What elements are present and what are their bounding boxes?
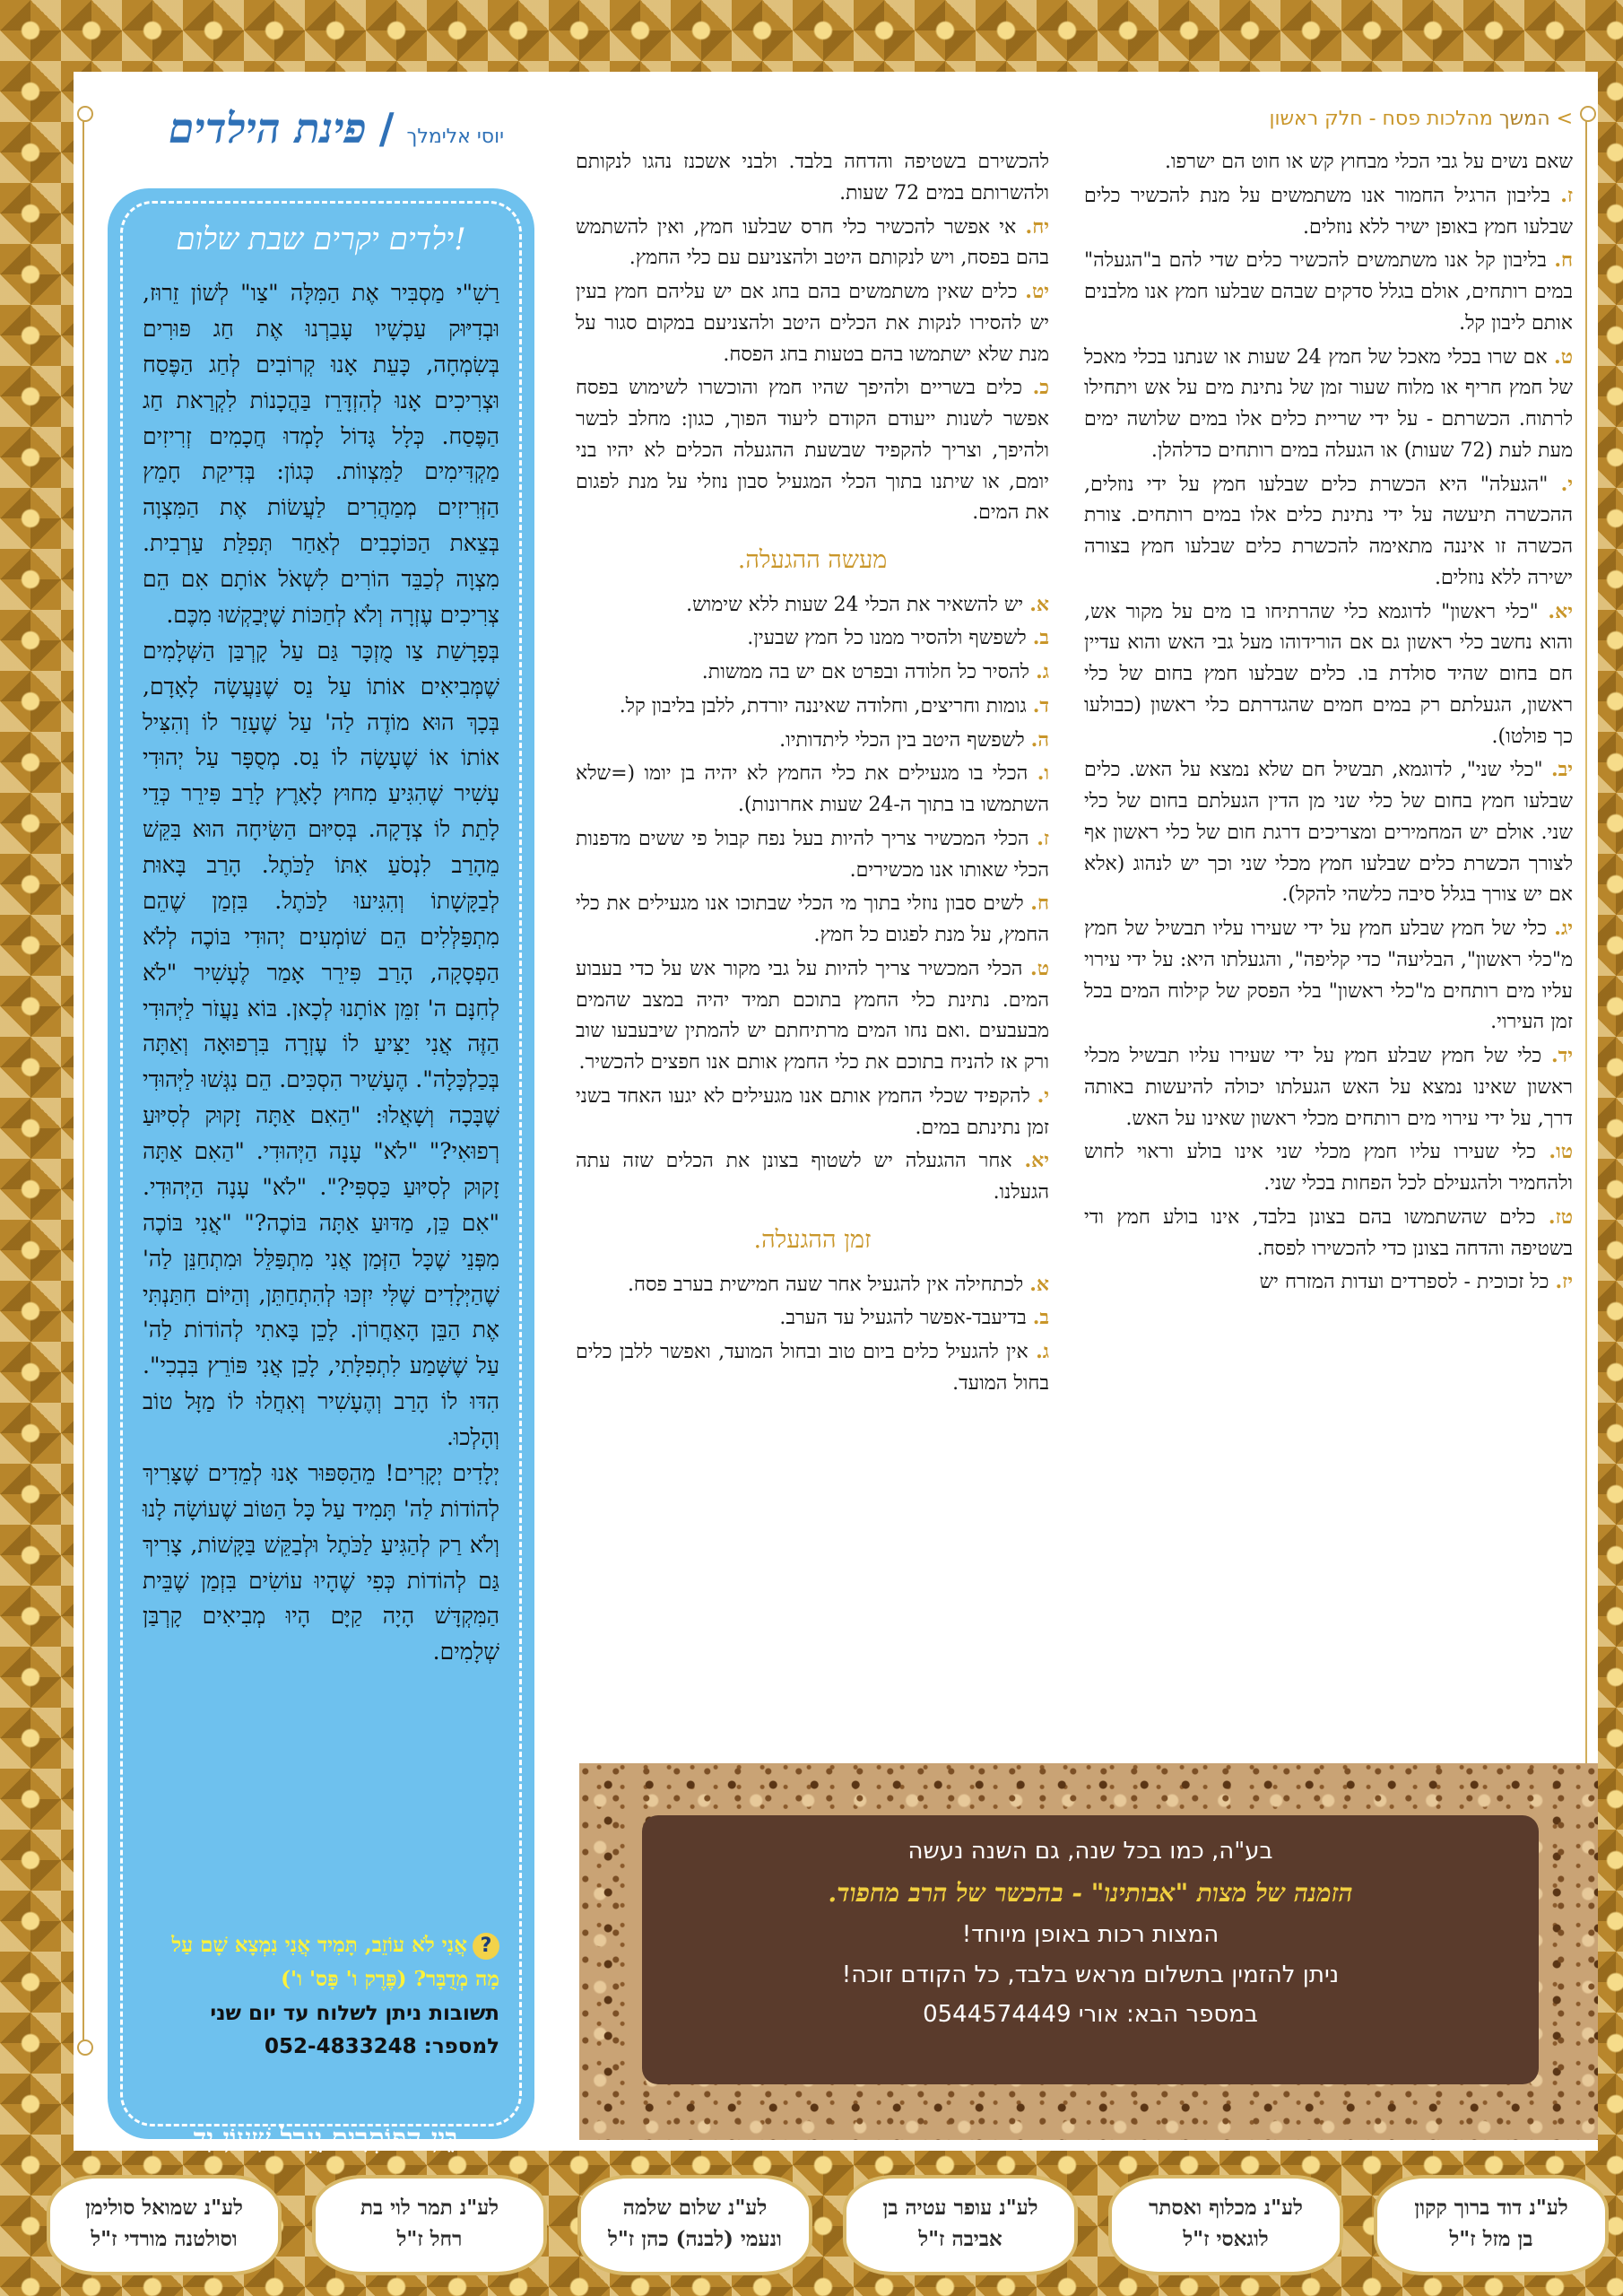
paragraph-text: בליבון הרגיל החמור אנו משתמשים על מנת להכשיר כלים שבלעו חמץ באופן ישיר ללא נוזלים.: [1084, 184, 1573, 239]
paragraph-text: כלים שהשתמשו בהם בצונן בלבד, אינו בולע חמץ ודי בשטיפה והדחה בצונן כדי להכשירו לפסח.: [1084, 1205, 1573, 1260]
memorial-plaque: [577, 2175, 812, 2275]
memorial-plaque: [1374, 2175, 1609, 2275]
kids-corner-title: פינת הילדים: [168, 104, 367, 152]
paragraph-label: כ.: [1032, 376, 1049, 400]
article-paragraph: [576, 691, 1049, 723]
paragraph-text: להכשירם בשטיפה והדחה בלבד. ולבני אשכנז נהגו לנקותם ולהשרותם במים 72 שעות.: [576, 151, 1049, 204]
paragraph-label: ט.: [1554, 344, 1573, 369]
memorial-dedications-row: [0, 2166, 1623, 2287]
paragraph-text: כל זכוכית - לספרדים ועדות המזרח יש: [1259, 1271, 1549, 1294]
left-border-rule: [82, 118, 84, 2043]
paragraph-label: ז.: [1037, 826, 1049, 850]
right-border-rule: [1585, 118, 1587, 2043]
paragraph-label: ו.: [1037, 761, 1050, 786]
paragraph-label: יט.: [1025, 280, 1049, 303]
kids-dashed-frame: [120, 201, 522, 2154]
article-paragraph: [1084, 245, 1573, 339]
middle-article-column: [576, 147, 1049, 1402]
article-paragraph: [1084, 180, 1573, 244]
ad-line-5-phone: במספר הבא: אורי 0544574449: [923, 2001, 1258, 2029]
paragraph-label: יג.: [1554, 917, 1573, 940]
newsletter-page: [74, 72, 1598, 2154]
article-paragraph: [576, 725, 1049, 757]
breadcrumb-continued: המשך: [1498, 108, 1550, 130]
article-paragraph: [576, 953, 1049, 1079]
kids-paragraph: בְּפָרָשַׁת צַו מֻזְכָּר גַּם עַל קָרְבַּן הַשְּׁלָמִים שֶׁמְּבִיאִים אוֹתוֹ עַל נֵס שֶׁנַּעֲשָׂה לָאָדָם, בְּכָךְ הוּא מוֹדֶה לַה' עַל שֶׁעָזַר לוֹ וְהִצִּיל אוֹתוֹ אוֹ שֶׁעָשָׂה לוֹ נֵס. מְסֻפָּר עַל יְהוּדִי עָשִׁיר שֶׁהִגִּיעַ מִחוּץ לָאָרֶץ לָרַב פִּירֵר כְּדֵי לָתֵת לוֹ צְדָקָה. בְּסִיּוּם הַשִּׂיחָה הוּא בִּקֵּשׁ מֵהָרַב לִנְסֹעַ אִתּוֹ לַכֹּתֶל. הָרַב בָּאוּת לְבַקָּשָׁתוֹ וְהִגִּיעוּ לַכֹּתֶל. בִּזְמַן שֶׁהֵם מִתְפַּלְּלִים הֵם שׁוֹמְעִים יְהוּדִי בּוֹכֶה לְלֹא הַפְסָקָה, הָרַב פִּירֵר אָמַר לֶעָשִׁיר "לֹא לְחִנָּם ה' זִמֵּן אוֹתָנוּ לְכָאן. בּוֹא נַעֲזֹר לַיְּהוּדִי הַזֶּה אֲנִי יַצִּיעַ לוֹ עֶזְרָה בִּרְפוּאָה וְאַתָּה בְּכַלְכָּלָה". הֶעָשִׁיר הִסְכִּים. הֵם נִגְּשׁוּ לַיְּהוּדִי שֶׁבָּכָה וְשָׁאֲלוּ: "הַאִם אַתָּה זָקוּק לְסִיּוּעַ רְפוּאִי?" "לֹא" עָנָה הַיְּהוּדִי. "הַאִם אַתָּה זָקוּק לְסִיּוּעַ כַּסְפִּי?". "לֹא" עָנָה הַיְּהוּדִי. "אִם כֵּן, מַדּוּעַ אַתָּה בּוֹכֶה?" "אֲנִי בּוֹכֶה מִפְּנֵי שֶׁכָּל הַזְּמַן אֲנִי מִתְפַּלֵּל וּמִתְחַנֵּן לַה' שֶׁהַיְּלָדִים שֶׁלִּי יִזְכּוּ לְהִתְחַתֵּן, וְהַיּוֹם חִתַּנְתִּי אֶת הַבֵּן הָאַחֲרוֹן. לָכֵן בָּאתִי לְהוֹדוֹת לַה' עַל שֶׁשָּׁמַע לִתְפִלָּתִי, לָכֵן אֲנִי פּוֹרֵץ בִּבְכִי". הִדּוּ לוֹ הָרַב וְהֶעָשִׁיר וְאִחֲלוּ לוֹ מַזָּל טוֹב וְהָלְכוּ.: [143, 637, 499, 1450]
paragraph-text: לשים סבון נוזלי בתוך מי הכלי שבתוכו אנו מגעילים את כלי החמץ, על מנת לפגום כל חמץ.: [576, 892, 1049, 947]
memorial-plaque: [1108, 2175, 1343, 2275]
article-paragraph: [576, 1302, 1049, 1335]
paragraph-text: בדיעבד-אפשר להגעיל עד הערב.: [779, 1307, 1027, 1330]
paragraph-label: יח.: [1025, 214, 1049, 239]
article-paragraph: [1084, 596, 1573, 753]
article-paragraph: [1084, 342, 1573, 467]
article-paragraph: [576, 657, 1049, 689]
paragraph-text: לשפשף ולהסיר ממנו כל חמץ שבעין.: [747, 627, 1027, 650]
paragraph-text: כלי שעירו עליו חמץ מכלי שני אינו בולע וראוי לחוש ולהחמיר ולהגעילם לכל הפחות בכלי שני.: [1084, 1141, 1573, 1195]
paragraph-label: ח.: [1030, 891, 1049, 916]
article-paragraph: [1084, 469, 1573, 595]
kids-prize-note: בֵּין הַפּוֹתְרִים יֻגְרַל שָׁעוֹן יָד.: [184, 2123, 458, 2154]
article-paragraph: [576, 758, 1049, 822]
paragraph-text: כלים בשריים ולהיפך שהיו חמץ והוכשרו לשימוש בפסח אפשר לשנות ייעודם הקודם ליעוד הפוך, כגון: מחלב לבשר ולהיפך, וצריך להקפיד שבשעת ההגעלה הכלים לא יהיו בני יומם, או שיתנו בתוך הכלי המגעיל סבון נוזלי על מנת לפגום את המים.: [576, 377, 1049, 525]
kids-answers-phone: למספר: 052-4833248: [265, 2034, 499, 2058]
paragraph-label: ז.: [1560, 183, 1573, 207]
memorial-plaque: [47, 2175, 282, 2275]
section-heading-koshering-process: מעשה ההגעלה.: [737, 546, 888, 574]
kids-paragraph: רַשִׁ"י מַסְבִּיר אֶת הַמִּלָּה "צַו" לְשׁוֹן זֵרוּז, וּבְדִיּוּק עַכְשָׁיו עָבַרְנוּ אֶת חַג פּוּרִים בְּשִׂמְחָה, כָּעֵת אָנוּ קְרוֹבִים לְחַג הַפֶּסַח וּצְרִיכִים אָנוּ לְהִזְדָּרֵז בַּהֲכָנוֹת לִקְרַאת חַג הַפֶּסַח. כְּלָל גָּדוֹל לָמְדוּ חֲכָמִים זְרִיזִים מַקְדִּימִים לַמִּצְווֹת. כְּגוֹן: בְּדִיקַת חָמֵץ הַזְּרִיזִים מְמַהֲרִים לַעֲשׂוֹת אֶת הַמִּצְוָה בְּצֵאת הַכּוֹכָבִים לְאַחַר תְּפִלַּת עַרְבִית. מִצְוָה לְכַבֵּד הוֹרִים לִשְׁאֹל אוֹתָם אִם הֵם צְרִיכִים עֶזְרָה וְלֹא לְחַכּוֹת שֶׁיְּבַקְשׁוּ מִכֶּם.: [143, 280, 499, 628]
paragraph-text: הכלי המכשיר צריך להיות בעל נפח קבול פי ששים מדפנות הכלי שאותו אנו מכשירים.: [576, 827, 1049, 882]
memorial-line-1: לע"נ תמר לוי בת: [360, 2196, 499, 2220]
breadcrumb-title: מהלכות פסח - חלק ראשון: [1269, 108, 1493, 130]
ad-line-4: ניתן להזמין בתשלום מראש בלבד, כל הקודם זוכה!: [841, 1961, 1340, 1988]
article-paragraph: [576, 212, 1049, 275]
paragraph-text: אחר ההגעלה יש לשטוף בצונן את הכלים שזה עתה הגעלנו.: [576, 1150, 1049, 1205]
paragraph-label: ב.: [1032, 1306, 1049, 1330]
kids-story-text: [143, 275, 499, 1670]
memorial-line-1: לע"נ שלום שלמה: [622, 2196, 768, 2220]
article-paragraph: [576, 1081, 1049, 1144]
paragraph-label: ד.: [1032, 693, 1049, 718]
memorial-line-1: לע"נ עופר עטיה בן: [882, 2196, 1038, 2220]
paragraph-text: להסיר כל חלודה ובפרט אם יש בה ממשות.: [701, 661, 1030, 684]
article-paragraph: [576, 147, 1049, 210]
paragraph-label: א.: [1029, 1272, 1049, 1296]
question-mark-icon: ?: [473, 1933, 499, 1960]
kids-answers-deadline: תשובות ניתן לשלוח עד יום שני: [210, 2001, 499, 2025]
paragraph-label: ג.: [1036, 660, 1049, 684]
paragraph-text: כלים שאין משתמשים בהם בחג אם יש עליהם חמץ בעין יש להסירו לנקות את הכלים היטב ולהצניעם במקום סגור על מנת שלא ישתמשו בהם בטעות בחג הפסח.: [576, 281, 1049, 366]
kids-paragraph: יְלָדִים יְקָרִים! מֵהַסִּפּוּר אָנוּ לְמֵדִים שֶׁצָּרִיךְ לְהוֹדוֹת לַה' תָּמִיד עַל כָּל הַטּוֹב שֶׁעוֹשָׂה לָנוּ וְלֹא רַק לְהַגִּיעַ לַכֹּתֶל וּלְבַקֵּשׁ בַּקָּשׁוֹת, צָרִיךְ גַּם לְהוֹדוֹת כְּפִי שֶׁהָיוּ עוֹשִׂים בִּזְמַן שֶׁבֵּית הַמִּקְדָּשׁ הָיָה קַיָּם הָיוּ מְבִיאִים קָרְבַּן שְׁלָמִים.: [143, 1459, 499, 1665]
memorial-line-2: לוגאסי ז"ל: [1183, 2226, 1269, 2251]
paragraph-label: י.: [1037, 1083, 1050, 1108]
paragraph-text: הכלי בו מגעילים את כלי החמץ לא יהיה בן יומו (=שלא השתמשו בו בתוך ה-24 שעות אחרונות).: [576, 762, 1049, 817]
article-paragraph: [1084, 1040, 1573, 1135]
paragraph-text: יש להשאיר את הכלי 24 שעות ללא שימוש.: [686, 593, 1024, 616]
ad-line-1: בע"ה, כמו בכל שנה, גם השנה נעשה: [907, 1838, 1273, 1865]
paragraph-label: יב.: [1550, 758, 1573, 782]
paragraph-label: ה.: [1030, 727, 1049, 752]
article-paragraph: [1084, 1136, 1573, 1200]
ad-text-plate: [642, 1815, 1539, 2084]
paragraph-text: אי אפשר להכשיר כלי חרס שבלעו חמץ, ואין להשתמש בהם בפסח, ויש לנקותם היטב ולהצניעם עם כלי החמץ.: [576, 215, 1049, 270]
koshering-steps-list: [576, 589, 1049, 1209]
paragraph-label: טז.: [1548, 1205, 1573, 1229]
article-paragraph: [1084, 1266, 1573, 1299]
paragraph-text: "כלי ראשון" לדוגמא כלי שהרתיחו בו מים על מקור אש, והוא נחשב כלי ראשון גם אם הורידוהו מעל גבי האש והוא עדיין חם בחום שהיד סולדת בו. כלים שבלעו חמץ בחום של כלי ראשון, הגעלתם רק במים חמים שהגדרתם כלי ראשון (כבולעו כך פולטו).: [1084, 600, 1573, 748]
matzah-advertisement: [579, 1763, 1598, 2140]
article-paragraph: [576, 1269, 1049, 1301]
paragraph-label: א.: [1029, 592, 1049, 616]
paragraph-text: גומות וחריצים, וחלודה שאיננה יורדת, ללבן בליבון קל.: [619, 694, 1027, 718]
paragraph-label: יד.: [1550, 1044, 1573, 1067]
memorial-line-2: רחל ז"ל: [396, 2226, 463, 2251]
kids-corner-header: [109, 104, 504, 152]
middle-top-paragraphs: [576, 147, 1049, 529]
paragraph-text: להקפיד שכלי החמץ אותם אנו מגעילים לא יגעו האחד בשני זמן נתינתם במים.: [576, 1084, 1049, 1139]
paragraph-label: יא.: [1024, 1149, 1049, 1173]
paragraph-label: יז.: [1555, 1270, 1573, 1294]
paragraph-text: לכתחילה אין להגעיל אחר שעה חמישית בערב פסח.: [627, 1273, 1024, 1296]
memorial-line-2: בן מזל ז"ל: [1449, 2226, 1533, 2251]
breadcrumb-arrow: >: [1556, 108, 1573, 130]
paragraph-label: ט.: [1030, 956, 1049, 980]
article-paragraph: [576, 372, 1049, 529]
paragraph-label: טו.: [1549, 1140, 1573, 1164]
paragraph-text: "כלי שני", לדוגמא, תבשיל חם שלא נמצא על האש. כלים שבלעו חמץ בחום של כלי שני מן הדין הגעלתם בחום של כלי שני. אולם יש המחמירים ומצריכים דרגת חום של כלי ראשון אף לצורך הכשרת כלים שבלעו חמץ מכלי שני וכך יש לנהוג (אלא אם יש צורך בגלל סיבה כלשהי להקל).: [1084, 759, 1573, 907]
paragraph-label: ב.: [1032, 626, 1049, 650]
article-paragraph: [1084, 913, 1573, 1039]
paragraph-text: שאם נשים על גבי הכלי מבחוץ קש או חוט הם ישרפו.: [1164, 151, 1573, 173]
article-paragraph: [576, 622, 1049, 655]
breadcrumb: [1196, 108, 1573, 130]
kids-riddle: [143, 1928, 499, 2064]
paragraph-text: אין להגעיל כלים ביום טוב ובחול המועד, ואפשר ללבן כלים בחול המועד.: [576, 1341, 1049, 1395]
memorial-line-2: ונעמי (לבנה) כהן ז"ל: [608, 2226, 782, 2251]
article-paragraph: [576, 1336, 1049, 1400]
memorial-line-2: וסולטנה מורדי ז"ל: [91, 2226, 238, 2251]
paragraph-label: ג.: [1036, 1340, 1049, 1364]
memorial-line-2: אביבה ז"ל: [918, 2226, 1002, 2251]
ad-line-3: המצות רכות באופן מיוחד!: [961, 1920, 1219, 1948]
paragraph-text: "הגעלה" היא הכשרת כלים שבלעו חמץ על ידי נוזלים, ההכשרה תיעשה על ידי נתינת כלים אלו במים רותחים. צורת הכשרה זו איננה מתאימה להכשרת כלים שבלעו חמץ בצורה ישירה ללא נוזלים.: [1084, 473, 1573, 589]
memorial-line-1: לע"נ מכלוף ואסתר: [1149, 2196, 1303, 2220]
koshering-time-list: [576, 1269, 1049, 1400]
article-paragraph: [576, 888, 1049, 952]
article-paragraph: [576, 589, 1049, 622]
kids-title-divider: /: [378, 104, 395, 152]
article-paragraph: [576, 823, 1049, 887]
paragraph-label: ח.: [1554, 248, 1573, 273]
paragraph-text: כלי של חמץ שבלע חמץ על ידי שעירו עליו תבשיל של חמץ מ"כלי ראשון", הבליעה" כדי קליפה", והגעלתו היא: על ידי עירוי עליו מים רותחים מ"כלי ראשון" בלי הפסק של קילוח המים בכל זמן העירוי.: [1084, 918, 1573, 1034]
paragraph-label: י.: [1560, 472, 1574, 496]
paragraph-text: לשפשף היטב בין הכלי ליתדותיו.: [779, 728, 1025, 752]
right-article-column: [1084, 147, 1573, 1300]
ad-line-2-highlight: הזמנה של מצות "אבותינו" - בהכשר של הרב מחפוד.: [828, 1877, 1353, 1908]
kids-greeting: ילדים יקרים שבת שלום!: [176, 222, 466, 257]
article-paragraph: [576, 1145, 1049, 1209]
paragraph-text: אם שרו בכלי מאכל של חמץ 24 שעות או שנתנו בכלי מאכל של חמץ חריף או מלוח שעור זמן של נתינת מים על אש ויתחילו לרתוח. הכשרתם - על ידי שריית כלים אלו במים שלושה ימים מעת לעת (72 שעות) או הגעלה במים רותחים כדלהלן.: [1084, 345, 1573, 462]
memorial-plaque: [843, 2175, 1078, 2275]
paragraph-text: הכלי המכשיר צריך להיות על גבי מקור אש על כדי בעבוע המים. נתינת כלי החמץ בתוכם תמיד יהיה במצב שהמים מבעבעים .ואם נחו המים מרתיחתם יש להמתין שיבעבעו שוב ורק אז להניח בתוכם את כלי החמץ אותם אנו חפצים להכשיר.: [576, 957, 1049, 1074]
article-paragraph: [576, 276, 1049, 370]
kids-corner-box: [108, 188, 534, 2154]
article-paragraph: [1084, 147, 1573, 178]
kids-riddle-question: אֲנִי לֹא עוֹזֵב, תָּמִיד אֲנִי נִמְצָא שָׁם עַל מָה מְדֻבָּר? (פֶּרֶק ו' פָּס' ו'): [171, 1933, 499, 1992]
paragraph-text: בליבון קל אנו משתמשים להכשיר כלים שדי להם ב"הגעלה" במים רותחים, אולם בגלל סדקים שבהם שבלעו חמץ אנו מלבנים אותם ליבון קל.: [1084, 249, 1573, 335]
memorial-line-1: לע"נ שמואל סולימן: [85, 2196, 243, 2220]
memorial-plaque: [312, 2175, 547, 2275]
section-heading-koshering-time: זמן ההגעלה.: [753, 1225, 872, 1254]
kids-author: יוסי אלימלך: [406, 126, 504, 148]
paragraph-label: יא.: [1548, 599, 1573, 623]
article-paragraph: [1084, 754, 1573, 911]
paragraph-text: כלי של חמץ שבלע חמץ על ידי שעירו עליו תבשיל מכלי ראשון שאינו נמצא על האש הגעלתו יכולה להיעשות באותה דרך, על ידי עירוי מים רותחים מכלי ראשון שאינו על האש.: [1084, 1045, 1573, 1130]
memorial-line-1: לע"נ דוד ברוך קקון: [1414, 2196, 1568, 2220]
article-paragraph: [1084, 1202, 1573, 1265]
